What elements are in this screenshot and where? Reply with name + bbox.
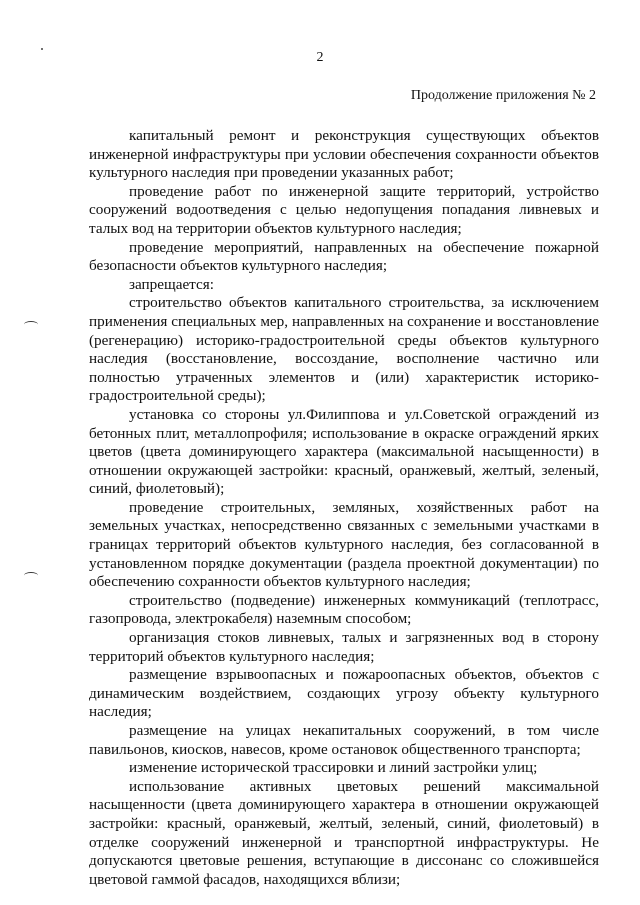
paragraph: размещение на улицах некапитальных сооружений, в том числе павильонов, киосков, навесов, кроме остановок общественного транспорта; xyxy=(89,722,599,758)
paragraph: капитальный ремонт и реконструкция существующих объектов инженерной инфраструктуры при условии обеспечения сохранности объектов культурного наследия при проведении указанных работ; xyxy=(89,127,599,182)
paragraph: проведение мероприятий, направленных на обеспечение пожарной безопасности объектов культурного наследия; xyxy=(89,238,599,275)
margin-mark xyxy=(24,572,38,579)
page-number: 2 xyxy=(316,50,324,65)
margin-mark xyxy=(24,321,38,328)
continuation-label: Продолжение приложения № 2 xyxy=(410,88,596,103)
paragraph: запрещается: xyxy=(129,275,214,293)
body-text xyxy=(89,127,599,889)
paragraph: изменение исторической трассировки и линий застройки улиц; xyxy=(129,759,538,777)
paragraph: проведение работ по инженерной защите территорий, устройство сооружений водоотведения с целью недопущения попадания ливневых и талых вод на территории объектов культурного наследия; xyxy=(89,182,599,237)
paragraph: проведение строительных, земляных, хозяйственных работ на земельных участках, непосредственно связанных с земельными участками в границах территорий объектов культурного наследия, без согласованной в установленном порядке документации (раздела проектной документации) по обеспечению сохранности объектов культурного наследия; xyxy=(89,498,599,591)
paragraph: установка со стороны ул.Филиппова и ул.Советской ограждений из бетонных плит, металлопрофиля; использование в окраске ограждений ярких цветов (цвета доминирующего характера (максимальной насыщенности) в отношении окружающей застройки: красный, оранжевый, желтый, зеленый, синий, фиолетовый); xyxy=(89,405,599,498)
paragraph: использование активных цветовых решений максимальной насыщенности (цвета доминирующего характера в отношении окружающей застройки: красный, оранжевый, желтый, зеленый, синий, фиолетовый) в отделке сооружений инженерной и транспортной инфраструктуры. Не допускаются цветовые решения, вступающие в диссонанс со сложившейся цветовой гаммой фасадов, находящихся вблизи; xyxy=(89,777,599,888)
paragraph: строительство объектов капитального строительства, за исключением применения специальных мер, направленных на сохранение и восстановление (регенерацию) историко-градостроительной среды объектов культурного наследия (восстановление, воссоздание, восполнение частично или полностью утраченных элементов и (или) характеристик историко-градостроительной среды); xyxy=(89,294,599,405)
paragraph: организация стоков ливневых, талых и загрязненных вод в сторону территорий объектов культурного наследия; xyxy=(89,629,599,665)
paragraph: размещение взрывоопасных и пожароопасных объектов, объектов с динамическим воздействием, создающих угрозу объекту культурного наследия; xyxy=(89,666,599,721)
paragraph: строительство (подведение) инженерных коммуникаций (теплотрасс, газопровода, электрокабеля) наземным способом; xyxy=(89,591,599,628)
